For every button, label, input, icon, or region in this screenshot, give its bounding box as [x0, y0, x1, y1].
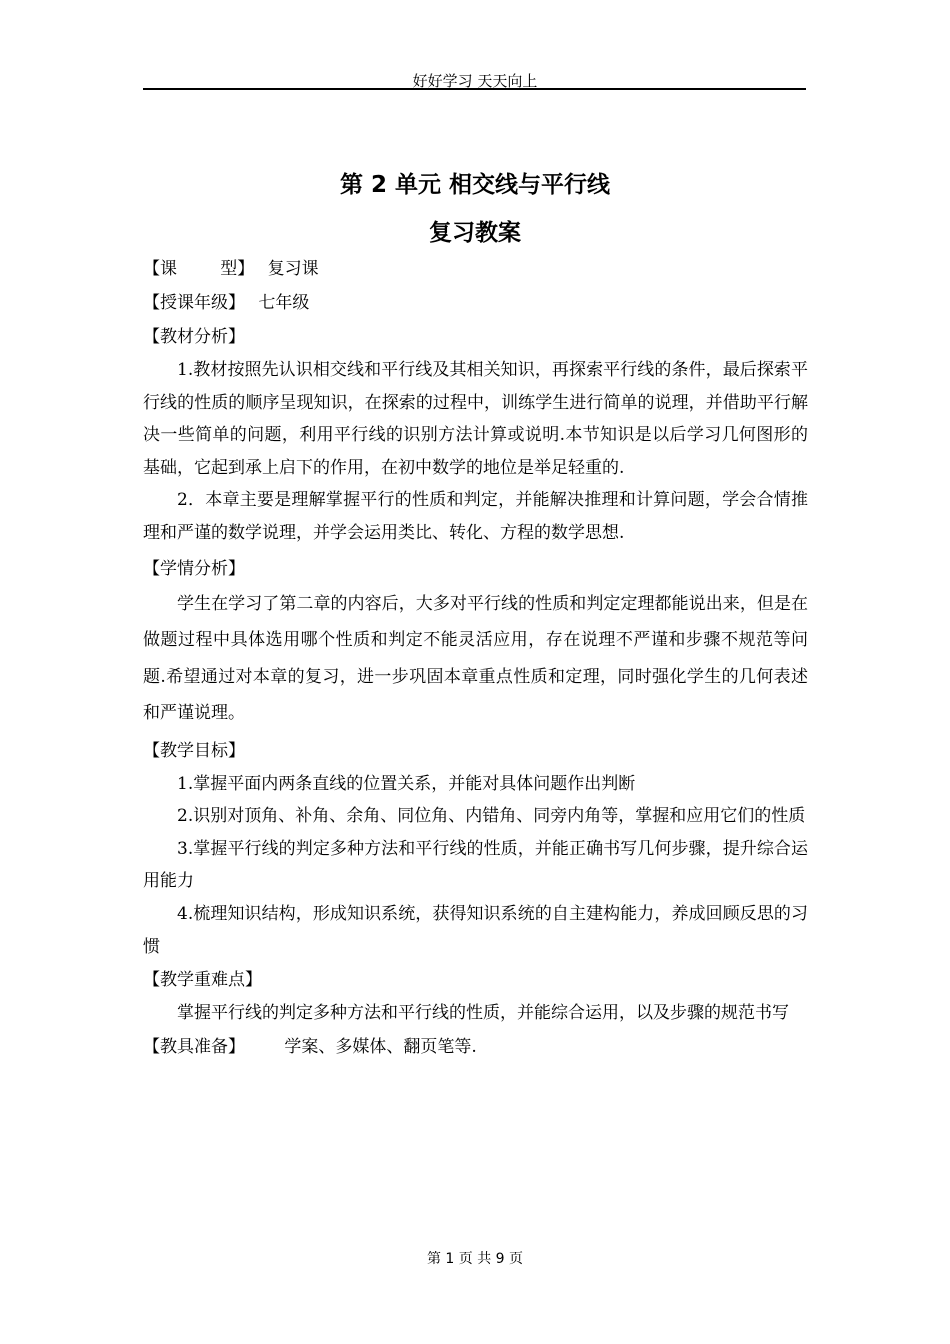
goals-heading: 【教学目标】: [143, 740, 245, 761]
page-header: 好好学习 天天向上: [412, 72, 538, 90]
header-rule: [143, 88, 806, 90]
tools-label: 【教具准备】: [143, 1036, 245, 1057]
goal-item-3: 3.掌握平行线的判定多种方法和平行线的性质，并能正确书写几何步骤，提升综合运用能力: [143, 838, 808, 892]
material-paragraph-2: 2．本章主要是理解掌握平行的性质和判定，并能解决推理和计算问题，学会合情推理和严谨的数学说理，并学会运用类比、转化、方程的数学思想.: [143, 490, 808, 543]
keypoints-paragraph: 掌握平行线的判定多种方法和平行线的性质，并能综合运用，以及步骤的规范书写: [177, 1003, 789, 1024]
document-title: 复习教案: [429, 220, 521, 246]
lesson-type-value: 复习课: [267, 259, 319, 279]
goal-item-4: 4.梳理知识结构，形成知识系统，获得知识系统的自主建构能力，养成回顾反思的习惯: [143, 903, 808, 957]
grade-value: 七年级: [258, 293, 310, 313]
keypoints-heading: 【教学重难点】: [143, 970, 262, 991]
goal-item-1: 1.掌握平面内两条直线的位置关系，并能对具体问题作出判断: [177, 773, 636, 794]
material-heading: 【教材分析】: [143, 327, 245, 347]
tools-value: 学案、多媒体、翻页笔等.: [284, 1036, 477, 1057]
tools-row: [143, 1030, 808, 1064]
goal-item-2: 2.识别对顶角、补角、余角、同位角、内错角、同旁内角等，掌握和应用它们的性质: [177, 806, 806, 827]
grade-label: 【授课年级】: [143, 293, 245, 313]
document-body: [143, 252, 808, 1064]
lesson-type-label: 【课 型】: [143, 259, 255, 279]
lesson-type-row: [143, 252, 808, 286]
student-heading: 【学情分析】: [143, 558, 245, 579]
grade-row: [143, 286, 808, 320]
unit-title: 第 2 单元 相交线与平行线: [339, 172, 611, 198]
student-paragraph: 学生在学习了第二章的内容后，大多对平行线的性质和判定定理都能说出来，但是在做题过程中具体选用哪个性质和判定不能灵活应用，存在说理不严谨和步骤不规范等问题.希望通过对本章的复习，进一步巩固本章重点性质和定理，同时强化学生的几何表述和严谨说理。: [143, 593, 808, 724]
material-paragraph-1: 1.教材按照先认识相交线和平行线及其相关知识，再探索平行线的条件，最后探索平行线的性质的顺序呈现知识，在探索的过程中，训练学生进行简单的说理，并借助平行解决一些简单的问题，利用平行线的识别方法计算或说明.本节知识是以后学习几何图形的基础，它起到承上启下的作用，在初中数学的地位是举足轻重的.: [143, 360, 808, 478]
page-footer: 第 1 页 共 9 页: [426, 1251, 524, 1267]
